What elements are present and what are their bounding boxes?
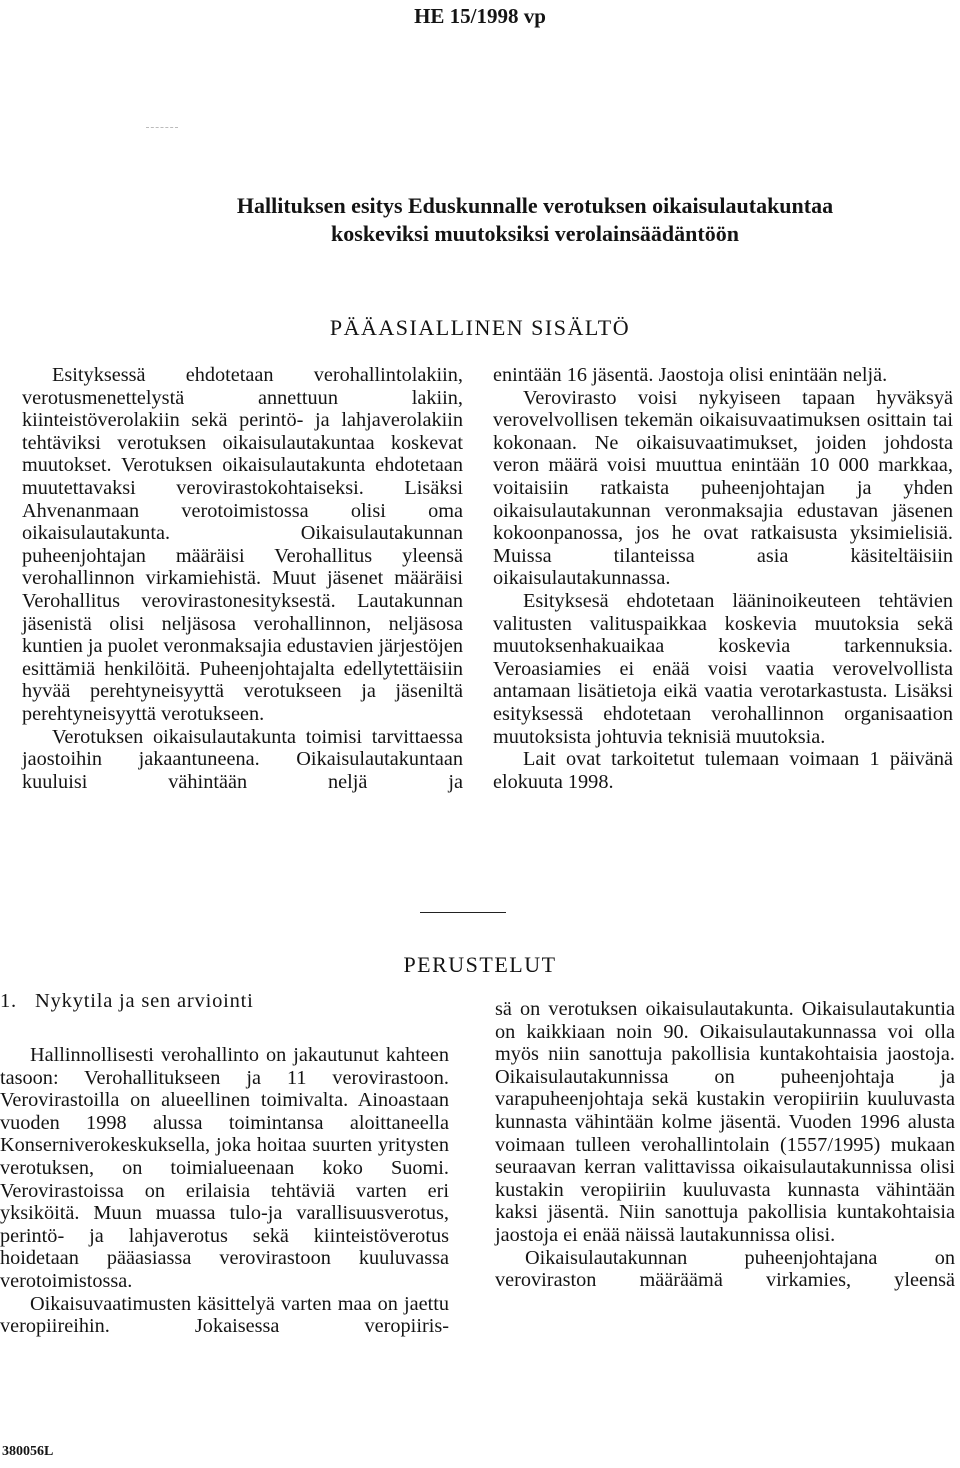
paragraph: Hallinnollisesti verohallinto on jakautunut kahteen tasoon: Verohallitukseen ja 11 verovirastoon. Verovirastoilla on alueellinen toimivalta. Ainoastaan vuoden 1998 alussa toimintansa aloittaneella Konserniverokeskuksella, joka hoitaa suurten yritysten verotuksen, on toimialueenaan koko Suomi. Verovirastoissa on erilaisia tehtäviä varten eri yksiköitä. Muun muassa tulo-ja varallisuusverotus, perintö- ja lahjaverotus sekä kiinteistöverotus hoidetaan pääasiassa verovirastoon kuuluvassa verotoimistossa. [0,1044,449,1292]
section-heading-summary: PÄÄASIALLINEN SISÄLTÖ [329,315,631,340]
paragraph: Esityksessä ehdotetaan verohallintolakiin, verotusmenettelystä annettuun lakiin, kiinteistöverolakiin sekä perintö- ja lahjaverolakiin tehtäviksi verotuksen oikaisulautakuntaa koskevat muutokset. Verotuksen oikaisulautakunta ehdotetaan muutettavaksi verovirastokohtaiseksi. Lisäksi Ahvenanmaan verotoimistossa olisi oma oikaisulautakunta. Oikaisulautakunnan puheenjohtajan määräisi Verohallitus yleensä verohallinnon virkamiehistä. Muut jäsenet määräisi Verohallitus verovirastonesityksestä. Lautakunnan jäsenistä olisi neljäsosa verohallinnon, neljäsosa kuntien ja puolet veronmaksajia edustavien järjestöjen esittämiä henkilöitä. Puheenjohtajalta edellytettäisiin hyvää perehtyneisyyttä verotukseen ja jäseniltä perehtyneisyyttä verotukseen. [22,364,463,725]
paragraph: Esityksesä ehdotetaan lääninoikeuteen tehtävien valitusten valituspaikkaa koskevia muutoksia sekä muutoksenhakuaikaa koskevia tarkennuksia. Veroasiamies ei enää voisi vaatia verovelvollista antamaan lisätietoja eikä vaatia verotarkastusta. Lisäksi esityksessä ehdotetaan verohallinnon organisaation muutoksista johtuvia teknisiä muutoksia. [493,589,953,748]
paragraph: Verovirasto voisi nykyiseen tapaan hyväksyä verovelvollisen tekemän oikaisuvaatimuksen osittain tai kokonaan. Ne oikaisuvaatimukset, joiden johdosta veron määrä voisi muuttua enintään 10 000 markkaa, voitaisiin ratkaista puheenjohtajan ja yhden oikaisulautakunnan veronmaksajia edustavan jäsenen kokoonpanossa, jos he ovat ratkaisusta yksimielisiä. Muissa tilanteissa asia käsiteltäisiin oikaisulautakunnassa. [493,386,953,590]
document-code: HE 15/1998 vp [414,4,546,28]
grounds-right-column [495,998,955,1292]
paragraph: enintään 16 jäsentä. Jaostoja olisi enintään neljä. [493,364,888,386]
subsection-number: 1. [0,990,17,1012]
section-heading-grounds: PERUSTELUT [403,952,557,977]
summary-left-column [22,364,463,793]
divider-line [420,912,506,913]
paragraph: Oikaisuvaatimusten käsittelyä varten maa on jaettu veropiireihin. Jokaisessa veropiiris- [0,1292,449,1338]
summary-right-column [493,364,953,793]
scan-artifact [146,127,178,128]
subsection-title: Nykytila ja sen arviointi [34,990,254,1012]
paragraph: Lait ovat tarkoitetut tulemaan voimaan 1 päivänä elokuuta 1998. [493,748,953,793]
print-code: 380056L [2,1444,54,1459]
paragraph: Verotuksen oikaisulautakunta toimisi tarvittaessa jaostoihin jakaantuneena. Oikaisulautakuntaan kuuluisi vähintään neljä ja [22,725,463,793]
paragraph: Oikaisulautakunnan puheenjohtajana on veroviraston määräämä virkamies, yleensä [495,1246,955,1292]
paragraph: sä on verotuksen oikaisulautakunta. Oikaisulautakuntia on kaikkiaan noin 90. Oikaisulautakunnassa voi olla myös niin sanottuja pakollisia kuntakohtaisia jaostoja. Oikaisulautakunnissa on puheenjohtaja ja varapuheenjohtaja sekä kustakin veropiiriin kuuluvasta kunnasta vähintään kolme jäsentä. Vuoden 1996 alusta voimaan tulleen verohallintolain (1557/1995) mukaan seuraavan kerran valittavissa oikaisulautakunnissa olisi kustakin veropiiriin kuuluvasta kunnasta vähintään kaksi jäsentä. Niin sanottuja pakollisia kuntakohtaisia jaostoja ei enää näissä lautakunnissa olisi. [495,998,955,1246]
grounds-left-column [0,1044,449,1338]
subsection-heading [0,990,254,1013]
document-title: Hallituksen esitys Eduskunnalle verotuksen oikaisulautakuntaa koskeviksi muutoksiksi verolainsäädäntöön [236,193,834,246]
